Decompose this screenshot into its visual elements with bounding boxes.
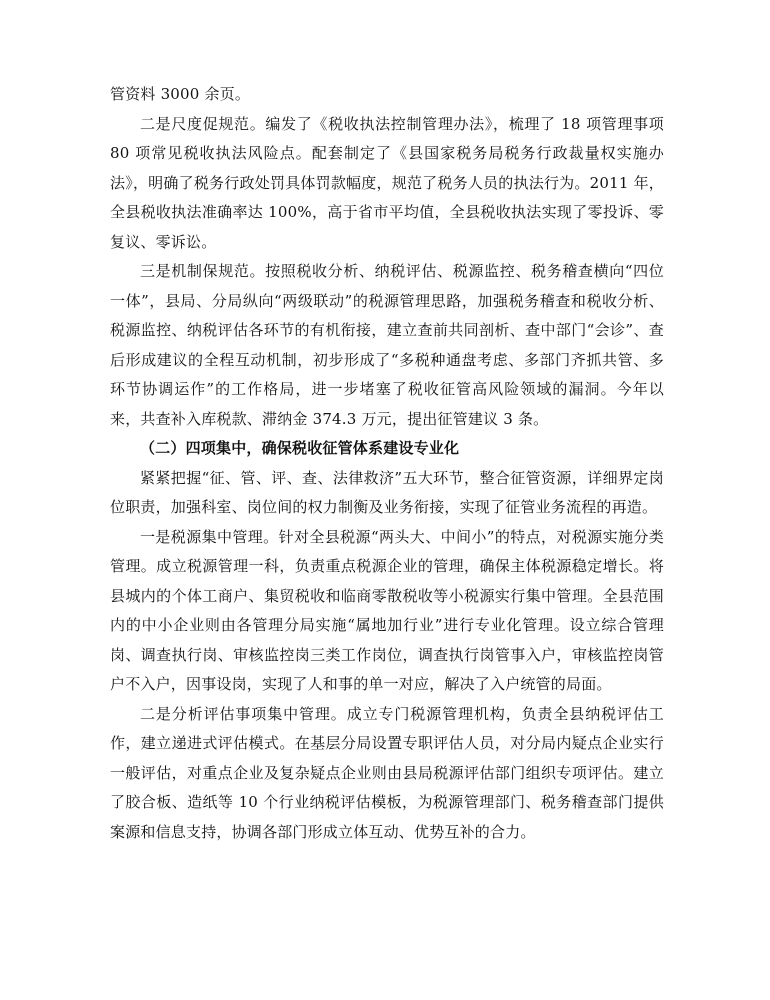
paragraph-analysis-assessment: 二是分析评估事项集中管理。成立专门税源管理机构，负责全县纳税评估工作，建立递进式评估模式。在基层分局设置专职评估人员，对分局内疑点企业实行一般评估，对重点企业及复杂疑点企业则由县局税源评估部门组织专项评估。建立了胶合板、造纸等 10 个行业纳税评估模板，为税源管理部门、税务稽查部门提供案源和信息支持，协调各部门形成立体互动、优势互补的合力。 [110, 704, 664, 841]
paragraph-section-intro: 紧紧把握“征、管、评、查、法律救济”五大环节，整合征管资源，详细界定岗位职责，加强科室、岗位间的权力制衡及业务衔接，实现了征管业务流程的再造。 [110, 468, 664, 516]
paragraph-continuation: 管资料 3000 余页。 [110, 85, 251, 103]
document-page [110, 80, 664, 847]
paragraph-mechanism-standard: 三是机制保规范。按照税收分析、纳税评估、税源监控、税务稽查横向“四位一体”，县局、分局纵向“两级联动”的税源管理思路，加强税务稽查和税收分析、税源监控、纳税评估各环节的有机衔接，建立查前共同剖析、查中部门“会诊”、查后形成建议的全程互动机制，初步形成了“多税种通盘考虑、多部门齐抓共管、多环节协调运作”的工作格局，进一步堵塞了税收征管高风险领域的漏洞。今年以来，共查补入库税款、滞纳金 374.3 万元，提出征管建议 3 条。 [110, 262, 664, 428]
paragraph-tax-source-management: 一是税源集中管理。针对全县税源“两头大、中间小”的特点，对税源实施分类管理。成立税源管理一科，负责重点税源企业的管理，确保主体税源稳定增长。将县城内的个体工商户、集贸税收和临商零散税收等小税源实行集中管理。全县范围内的中小企业则由各管理分局实施“属地加行业”进行专业化管理。设立综合管理岗、调查执行岗、审核监控岗三类工作岗位，调查执行岗管事入户，审核监控岗管户不入户，因事设岗，实现了人和事的单一对应，解决了入户统管的局面。 [110, 527, 664, 693]
paragraph-scale-standard: 二是尺度促规范。编发了《税收执法控制管理办法》，梳理了 18 项管理事项 80 项常见税收执法风险点。配套制定了《县国家税务局税务行政裁量权实施办法》，明确了税务行政处罚具体罚款幅度，规范了税务人员的执法行为。2011 年，全县税收执法准确率达 100%，高于省市平均值，全县税收执法实现了零投诉、零复议、零诉讼。 [110, 114, 664, 251]
section-heading: （二）四项集中，确保税收征管体系建设专业化 [140, 439, 460, 457]
